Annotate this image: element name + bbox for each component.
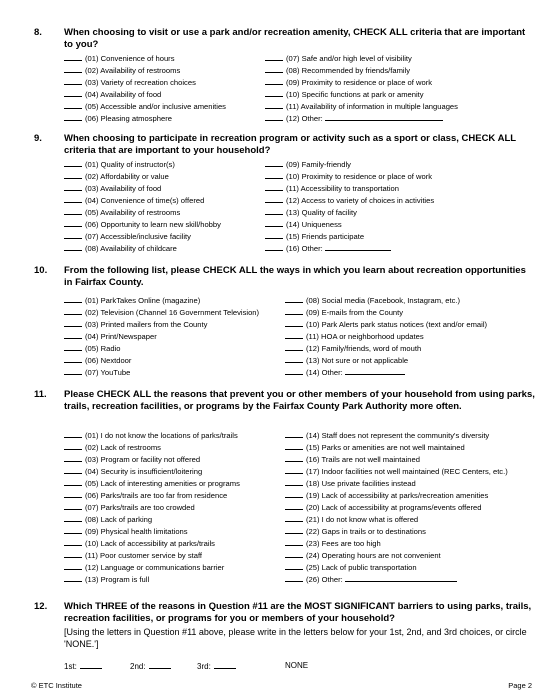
options-right-column: [285, 430, 508, 586]
option-item: [64, 514, 240, 526]
option-label: (14) Staff does not represent the community's diversity: [306, 431, 490, 440]
option-label: (05) Radio: [85, 344, 121, 353]
checkbox-blank[interactable]: [64, 562, 82, 570]
option-item: [285, 526, 508, 538]
option-item: [265, 113, 458, 125]
option-label: (04) Print/Newspaper: [85, 332, 157, 341]
option-item: [285, 466, 508, 478]
checkbox-blank[interactable]: [285, 466, 303, 474]
option-label: (05) Accessible and/or inclusive amenities: [85, 102, 226, 111]
option-label: (01) Convenience of hours: [85, 54, 175, 63]
option-label: (03) Printed mailers from the County: [85, 320, 208, 329]
checkbox-blank[interactable]: [64, 195, 82, 203]
option-label: (02) Availability of restrooms: [85, 66, 181, 75]
checkbox-blank[interactable]: [64, 295, 82, 303]
third-choice-field[interactable]: [214, 661, 236, 669]
checkbox-blank[interactable]: [64, 319, 82, 327]
option-item: [265, 243, 434, 255]
checkbox-blank[interactable]: [285, 502, 303, 510]
option-label: (09) Proximity to residence or place of work: [286, 78, 433, 87]
checkbox-blank[interactable]: [285, 430, 303, 438]
option-item: [265, 231, 434, 243]
option-item: [285, 454, 508, 466]
option-item: [64, 355, 259, 367]
option-item: [64, 562, 240, 574]
checkbox-blank[interactable]: [285, 295, 303, 303]
question-text: From the following list, please CHECK ALL the ways in which you learn about recreation opportunities in Fairfax County.: [64, 265, 526, 288]
option-label: (14) Other:: [306, 368, 343, 377]
checkbox-blank[interactable]: [64, 231, 82, 239]
option-label: (12) Other:: [286, 114, 323, 123]
checkbox-blank[interactable]: [64, 113, 82, 121]
checkbox-blank[interactable]: [64, 367, 82, 375]
checkbox-blank[interactable]: [64, 442, 82, 450]
option-label: (08) Recommended by friends/family: [286, 66, 411, 75]
option-item: [64, 367, 259, 379]
checkbox-blank[interactable]: [285, 538, 303, 546]
checkbox-blank[interactable]: [64, 77, 82, 85]
option-label: (02) Lack of restrooms: [85, 443, 161, 452]
option-item: [285, 514, 508, 526]
checkbox-blank[interactable]: [285, 307, 303, 315]
option-item: [285, 442, 508, 454]
option-label: (22) Gaps in trails or to destinations: [306, 527, 426, 536]
option-item: [64, 159, 221, 171]
option-label: (03) Program or facility not offered: [85, 455, 201, 464]
option-item: [64, 331, 259, 343]
option-item: [64, 574, 240, 586]
checkbox-blank[interactable]: [64, 574, 82, 582]
option-label: (11) Accessibility to transportation: [286, 184, 399, 193]
option-item: [64, 490, 240, 502]
question-number: 10.: [34, 265, 48, 276]
option-item: [64, 113, 226, 125]
option-item: [64, 77, 226, 89]
option-item: [285, 574, 508, 586]
checkbox-blank[interactable]: [285, 367, 303, 375]
option-label: (07) Parks/trails are too crowded: [85, 503, 195, 512]
second-choice-field[interactable]: [149, 661, 171, 669]
checkbox-blank[interactable]: [64, 183, 82, 191]
third-choice-label: 3rd:: [197, 662, 211, 671]
footer-copyright: © ETC Institute: [31, 681, 82, 690]
option-item: [285, 343, 487, 355]
option-label: (15) Friends participate: [286, 232, 365, 241]
option-item: [64, 442, 240, 454]
option-item: [265, 77, 458, 89]
option-item: [285, 490, 508, 502]
checkbox-blank[interactable]: [64, 171, 82, 179]
option-label: (26) Other:: [306, 575, 343, 584]
checkbox-blank[interactable]: [265, 171, 283, 179]
option-item: [64, 183, 221, 195]
checkbox-blank[interactable]: [265, 53, 283, 61]
option-label: (09) Physical health limitations: [85, 527, 188, 536]
checkbox-blank[interactable]: [285, 562, 303, 570]
checkbox-blank[interactable]: [64, 101, 82, 109]
option-label: (10) Specific functions at park or amenity: [286, 90, 424, 99]
question-number: 8.: [34, 27, 42, 38]
options-left-column: [64, 295, 259, 379]
option-label: (09) Family-friendly: [286, 160, 351, 169]
option-item: [64, 466, 240, 478]
none-option[interactable]: NONE: [285, 661, 309, 670]
option-label: (06) Nextdoor: [85, 356, 132, 365]
option-label: (10) Park Alerts park status notices (text and/or email): [306, 320, 488, 329]
option-label: (05) Availability of restrooms: [85, 208, 181, 217]
options-left-column: [64, 159, 221, 255]
option-item: [265, 101, 458, 113]
option-label: (10) Lack of accessibility at parks/trails: [85, 539, 215, 548]
option-item: [285, 562, 508, 574]
option-item: [285, 307, 487, 319]
checkbox-blank[interactable]: [64, 219, 82, 227]
option-item: [64, 319, 259, 331]
question-number: 11.: [34, 389, 47, 400]
option-label: (12) Access to variety of choices in activities: [286, 196, 435, 205]
option-item: [285, 538, 508, 550]
option-label: (08) Lack of parking: [85, 515, 153, 524]
checkbox-blank[interactable]: [285, 550, 303, 558]
option-label: (02) Affordability or value: [85, 172, 169, 181]
option-label: (20) Lack of accessibility at programs/events offered: [306, 503, 482, 512]
option-item: [265, 207, 434, 219]
checkbox-blank[interactable]: [64, 526, 82, 534]
option-label: (25) Lack of public transportation: [306, 563, 417, 572]
first-choice-label: 1st:: [64, 662, 77, 671]
option-item: [64, 478, 240, 490]
option-item: [64, 231, 221, 243]
instruction-text: [Using the letters in Question #11 above, please write in the letters below for your 1st, 2nd, and 3rd choices, or circle 'NONE.']: [64, 627, 527, 649]
other-write-in-field[interactable]: [325, 113, 443, 121]
checkbox-blank[interactable]: [265, 195, 283, 203]
checkbox-blank[interactable]: [64, 538, 82, 546]
checkbox-blank[interactable]: [64, 65, 82, 73]
option-label: (08) Availability of childcare: [85, 244, 177, 253]
other-write-in-field[interactable]: [325, 243, 391, 251]
checkbox-blank[interactable]: [285, 319, 303, 327]
question-text: When choosing to participate in recreation program or activity such as a sport or class, CHECK ALL criteria that are important to your household?: [64, 133, 516, 156]
option-item: [64, 195, 221, 207]
option-label: (01) Quality of instructor(s): [85, 160, 175, 169]
third-choice: [197, 661, 236, 671]
checkbox-blank[interactable]: [265, 89, 283, 97]
option-item: [64, 101, 226, 113]
option-label: (03) Availability of food: [85, 184, 162, 193]
option-item: [265, 183, 434, 195]
checkbox-blank[interactable]: [64, 490, 82, 498]
option-label: (07) Accessible/inclusive facility: [85, 232, 191, 241]
option-item: [285, 355, 487, 367]
option-label: (01) ParkTakes Online (magazine): [85, 296, 201, 305]
checkbox-blank[interactable]: [64, 343, 82, 351]
checkbox-blank[interactable]: [265, 65, 283, 73]
checkbox-blank[interactable]: [285, 442, 303, 450]
checkbox-blank[interactable]: [64, 159, 82, 167]
other-write-in-field[interactable]: [345, 367, 405, 375]
option-label: (13) Not sure or not applicable: [306, 356, 409, 365]
option-label: (11) HOA or neighborhood updates: [306, 332, 424, 341]
option-label: (04) Availability of food: [85, 90, 162, 99]
option-label: (06) Pleasing atmosphere: [85, 114, 172, 123]
option-item: [285, 319, 487, 331]
checkbox-blank[interactable]: [265, 77, 283, 85]
option-label: (09) E-mails from the County: [306, 308, 404, 317]
option-item: [285, 550, 508, 562]
second-choice-label: 2nd:: [130, 662, 146, 671]
option-label: (12) Family/friends, word of mouth: [306, 344, 422, 353]
checkbox-blank[interactable]: [265, 243, 283, 251]
options-right-column: [265, 53, 458, 125]
checkbox-blank[interactable]: [64, 207, 82, 215]
option-item: [64, 343, 259, 355]
option-label: (15) Parks or amenities are not well maintained: [306, 443, 465, 452]
checkbox-blank[interactable]: [64, 307, 82, 315]
checkbox-blank[interactable]: [285, 355, 303, 363]
question-text: Which THREE of the reasons in Question #11 are the MOST SIGNIFICANT barriers to using parks, trails, recreation facilities, or programs for you or members of your household?: [64, 601, 532, 624]
question-number: 9.: [34, 133, 42, 144]
option-item: [265, 195, 434, 207]
option-item: [285, 295, 487, 307]
option-item: [64, 53, 226, 65]
option-label: (24) Operating hours are not convenient: [306, 551, 441, 560]
option-label: (19) Lack of accessibility at parks/recreation amenities: [306, 491, 489, 500]
checkbox-blank[interactable]: [64, 89, 82, 97]
option-item: [64, 454, 240, 466]
option-item: [64, 502, 240, 514]
question-number: 12.: [34, 601, 48, 612]
checkbox-blank[interactable]: [285, 454, 303, 462]
option-item: [64, 207, 221, 219]
option-item: [64, 295, 259, 307]
checkbox-blank[interactable]: [285, 514, 303, 522]
option-label: (07) YouTube: [85, 368, 131, 377]
option-label: (11) Availability of information in multiple languages: [286, 102, 458, 111]
option-item: [64, 430, 240, 442]
checkbox-blank[interactable]: [285, 343, 303, 351]
option-label: (04) Security is insufficient/loitering: [85, 467, 203, 476]
question-text: When choosing to visit or use a park and/or recreation amenity, CHECK ALL criteria that are important to you?: [64, 27, 526, 50]
option-item: [285, 502, 508, 514]
checkbox-blank[interactable]: [64, 355, 82, 363]
option-label: (13) Program is full: [85, 575, 150, 584]
question-text: Please CHECK ALL the reasons that prevent you or other members of your household from using parks, trails, recreation facilities, or programs by the Fairfax County Park Authority more often.: [64, 389, 535, 412]
checkbox-blank[interactable]: [265, 113, 283, 121]
checkbox-blank[interactable]: [64, 466, 82, 474]
option-item: [64, 550, 240, 562]
option-label: (18) Use private facilities instead: [306, 479, 416, 488]
option-label: (07) Safe and/or high level of visibility: [286, 54, 412, 63]
checkbox-blank[interactable]: [64, 243, 82, 251]
option-item: [265, 65, 458, 77]
option-label: (06) Parks/trails are too far from residence: [85, 491, 228, 500]
checkbox-blank[interactable]: [265, 101, 283, 109]
other-write-in-field[interactable]: [345, 574, 457, 582]
checkbox-blank[interactable]: [64, 53, 82, 61]
option-label: (02) Television (Channel 16 Government Television): [85, 308, 260, 317]
question-instruction: [64, 626, 536, 650]
option-item: [265, 159, 434, 171]
option-label: (01) I do not know the locations of parks/trails: [85, 431, 238, 440]
checkbox-blank[interactable]: [64, 502, 82, 510]
option-item: [265, 219, 434, 231]
checkbox-blank[interactable]: [285, 478, 303, 486]
option-label: (23) Fees are too high: [306, 539, 381, 548]
checkbox-blank[interactable]: [285, 490, 303, 498]
checkbox-blank[interactable]: [64, 514, 82, 522]
option-item: [285, 367, 487, 379]
option-item: [64, 219, 221, 231]
options-left-column: [64, 430, 240, 586]
checkbox-blank[interactable]: [64, 331, 82, 339]
first-choice-field[interactable]: [80, 661, 102, 669]
checkbox-blank[interactable]: [285, 526, 303, 534]
option-label: (06) Opportunity to learn new skill/hobby: [85, 220, 221, 229]
option-item: [265, 53, 458, 65]
checkbox-blank[interactable]: [285, 574, 303, 582]
checkbox-blank[interactable]: [265, 219, 283, 227]
option-label: (03) Variety of recreation choices: [85, 78, 196, 87]
option-item: [64, 538, 240, 550]
checkbox-blank[interactable]: [265, 159, 283, 167]
option-label: (11) Poor customer service by staff: [85, 551, 203, 560]
option-item: [64, 243, 221, 255]
option-label: (05) Lack of interesting amenities or programs: [85, 479, 240, 488]
checkbox-blank[interactable]: [265, 231, 283, 239]
option-label: (14) Uniqueness: [286, 220, 342, 229]
option-label: (17) Indoor facilities not well maintained (REC Centers, etc.): [306, 467, 508, 476]
option-label: (21) I do not know what is offered: [306, 515, 419, 524]
option-item: [64, 65, 226, 77]
option-label: (04) Convenience of time(s) offered: [85, 196, 205, 205]
options-right-column: [285, 295, 487, 379]
second-choice: [130, 661, 171, 671]
option-item: [285, 331, 487, 343]
option-label: (13) Quality of facility: [286, 208, 357, 217]
option-label: (16) Other:: [286, 244, 323, 253]
option-item: [64, 171, 221, 183]
option-label: (08) Social media (Facebook, Instagram, etc.): [306, 296, 461, 305]
option-item: [265, 171, 434, 183]
checkbox-blank[interactable]: [64, 550, 82, 558]
option-item: [265, 89, 458, 101]
option-item: [64, 307, 259, 319]
checkbox-blank[interactable]: [64, 430, 82, 438]
options-right-column: [265, 159, 434, 255]
checkbox-blank[interactable]: [64, 454, 82, 462]
checkbox-blank[interactable]: [265, 207, 283, 215]
option-label: (12) Language or communications barrier: [85, 563, 225, 572]
checkbox-blank[interactable]: [265, 183, 283, 191]
option-item: [64, 526, 240, 538]
checkbox-blank[interactable]: [64, 478, 82, 486]
option-item: [285, 478, 508, 490]
footer-page-number: Page 2: [508, 681, 532, 690]
option-label: (10) Proximity to residence or place of work: [286, 172, 433, 181]
option-label: (16) Trails are not well maintained: [306, 455, 420, 464]
checkbox-blank[interactable]: [285, 331, 303, 339]
first-choice: [64, 661, 102, 671]
option-item: [64, 89, 226, 101]
option-item: [285, 430, 508, 442]
options-left-column: [64, 53, 226, 125]
